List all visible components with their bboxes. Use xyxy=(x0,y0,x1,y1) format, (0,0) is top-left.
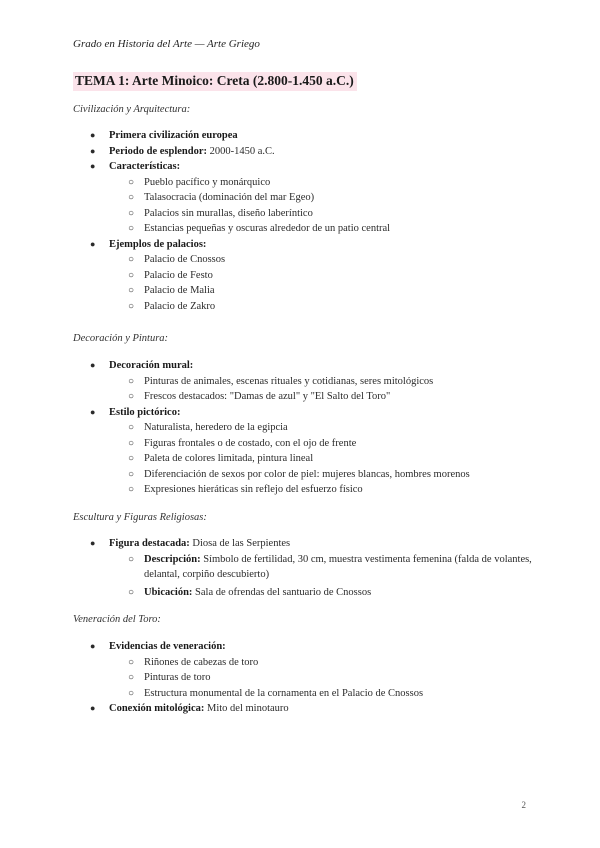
sub-text: Pueblo pacífico y monárquico xyxy=(144,176,271,188)
sub-bullet: ○ xyxy=(128,391,135,402)
sub-key: Descripción: xyxy=(144,553,201,565)
section-heading-veneracion: Veneración del Toro: xyxy=(73,614,161,625)
sub-text: Símbolo de fertilidad, 30 cm, muestra vestimenta femenina (falda de volantes, delantal, corpiño descubierto) xyxy=(144,553,532,580)
bullet: ● xyxy=(90,360,96,370)
sub-bullet: ○ xyxy=(128,207,135,219)
sub-bullet: ○ xyxy=(128,223,135,234)
sub-text: Expresiones hieráticas sin reflejo del esfuerzo físico xyxy=(144,484,363,495)
list-item xyxy=(73,128,543,144)
bullet: ● xyxy=(90,238,96,249)
section-heading-civilizacion: Civilización y Arquitectura: xyxy=(73,104,191,115)
item-key: Características: xyxy=(109,161,181,172)
sub-bullet: ○ xyxy=(128,672,135,683)
sub-text: Pinturas de toro xyxy=(144,672,211,683)
sub-bullet: ○ xyxy=(128,468,135,480)
sub-text: Estructura monumental de la cornamenta en el Palacio de Cnossos xyxy=(144,687,424,699)
sub-bullet: ○ xyxy=(128,269,135,281)
section-heading-decoracion: Decoración y Pintura: xyxy=(73,333,169,344)
list-item xyxy=(73,358,543,374)
sub-text: Frescos destacados: "Damas de azul" y "El Salto del Toro" xyxy=(144,391,391,402)
sub-item xyxy=(73,389,543,405)
list-item xyxy=(73,159,543,175)
item-key: Conexión mitológica: xyxy=(109,703,205,714)
sub-bullet: ○ xyxy=(128,176,135,188)
sub-bullet: ○ xyxy=(128,656,135,668)
list-item xyxy=(73,144,543,160)
sub-bullet: ○ xyxy=(128,254,135,265)
sub-bullet: ○ xyxy=(128,437,135,449)
list-item xyxy=(73,237,543,253)
running-header: Grado en Historia del Arte — Arte Griego xyxy=(73,38,260,50)
list-veneracion xyxy=(73,639,543,717)
list-civilizacion xyxy=(73,128,543,314)
list-item xyxy=(73,405,543,421)
item-key: Evidencias de veneración: xyxy=(109,641,226,652)
sub-item xyxy=(73,175,543,191)
sub-text: Paleta de colores limitada, pintura lineal xyxy=(144,453,314,464)
list-decoracion xyxy=(73,358,543,498)
item-text: 2000-1450 a.C. xyxy=(207,145,275,157)
sub-item xyxy=(73,655,543,671)
sub-text: Riñones de cabezas de toro xyxy=(144,656,259,668)
sub-item xyxy=(73,374,543,390)
bullet: ● xyxy=(90,538,96,548)
sub-item xyxy=(73,436,543,452)
sub-bullet: ○ xyxy=(128,422,135,433)
item-key: Decoración mural: xyxy=(109,360,194,371)
list-item xyxy=(73,536,543,552)
item-key: Primera civilización europea xyxy=(109,130,238,141)
list-item xyxy=(73,701,543,717)
sub-text: Naturalista, heredero de la egipcia xyxy=(144,422,288,433)
page-number: 2 xyxy=(521,800,526,810)
item-key: Figura destacada: xyxy=(109,538,190,549)
sub-bullet: ○ xyxy=(128,687,135,699)
sub-bullet: ○ xyxy=(128,375,135,387)
sub-bullet: ○ xyxy=(128,192,135,203)
sub-item xyxy=(73,190,543,206)
sub-text: Pinturas de animales, escenas rituales y cotidianas, seres mitológicos xyxy=(144,375,434,387)
bullet: ● xyxy=(90,145,96,156)
sub-item xyxy=(73,670,543,686)
sub-text: Palacio de Malia xyxy=(144,285,215,296)
sub-item xyxy=(73,467,543,483)
sub-item xyxy=(73,221,543,237)
sub-text: Diferenciación de sexos por color de piel: mujeres blancas, hombres morenos xyxy=(144,468,470,480)
section-heading-escultura: Escultura y Figuras Religiosas: xyxy=(73,512,207,523)
title-block xyxy=(73,72,357,91)
sub-text: Palacio de Festo xyxy=(144,269,213,281)
bullet: ● xyxy=(90,703,96,713)
sub-item xyxy=(73,585,543,601)
list-escultura xyxy=(73,536,543,600)
sub-text: Palacios sin murallas, diseño laberíntico xyxy=(144,207,313,219)
sub-text: Palacio de Cnossos xyxy=(144,254,226,265)
sub-item xyxy=(73,206,543,222)
sub-bullet: ○ xyxy=(128,453,135,464)
bullet: ● xyxy=(90,406,96,417)
bullet: ● xyxy=(90,641,96,651)
sub-item xyxy=(73,686,543,702)
sub-bullet: ○ xyxy=(128,484,135,495)
sub-bullet: ○ xyxy=(128,553,135,565)
list-item xyxy=(73,639,543,655)
sub-text: Estancias pequeñas y oscuras alrededor de un patio central xyxy=(144,223,391,234)
page-title: TEMA 1: Arte Minoico: Creta (2.800-1.450 a.C.) xyxy=(73,72,357,91)
sub-text: Palacio de Zakro xyxy=(144,300,216,312)
item-key: Estilo pictórico: xyxy=(109,406,181,418)
sub-text: Sala de ofrendas del santuario de Cnossos xyxy=(192,586,372,598)
sub-bullet: ○ xyxy=(128,586,135,598)
sub-text: Talasocracia (dominación del mar Egeo) xyxy=(144,192,315,203)
sub-key: Ubicación: xyxy=(144,586,193,598)
sub-bullet: ○ xyxy=(128,300,135,312)
sub-bullet: ○ xyxy=(128,285,135,296)
sub-item xyxy=(73,299,543,315)
sub-item xyxy=(73,552,543,583)
item-key: Periodo de esplendor: xyxy=(109,145,207,157)
sub-item xyxy=(73,283,543,299)
sub-text: Figuras frontales o de costado, con el ojo de frente xyxy=(144,437,357,449)
sub-item xyxy=(73,451,543,467)
sub-item xyxy=(73,482,543,498)
item-key: Ejemplos de palacios: xyxy=(109,238,207,250)
item-text: Mito del minotauro xyxy=(204,703,289,714)
sub-item xyxy=(73,268,543,284)
bullet: ● xyxy=(90,130,96,140)
sub-item xyxy=(73,252,543,268)
bullet: ● xyxy=(90,161,96,171)
sub-item xyxy=(73,420,543,436)
item-text: Diosa de las Serpientes xyxy=(189,538,291,549)
